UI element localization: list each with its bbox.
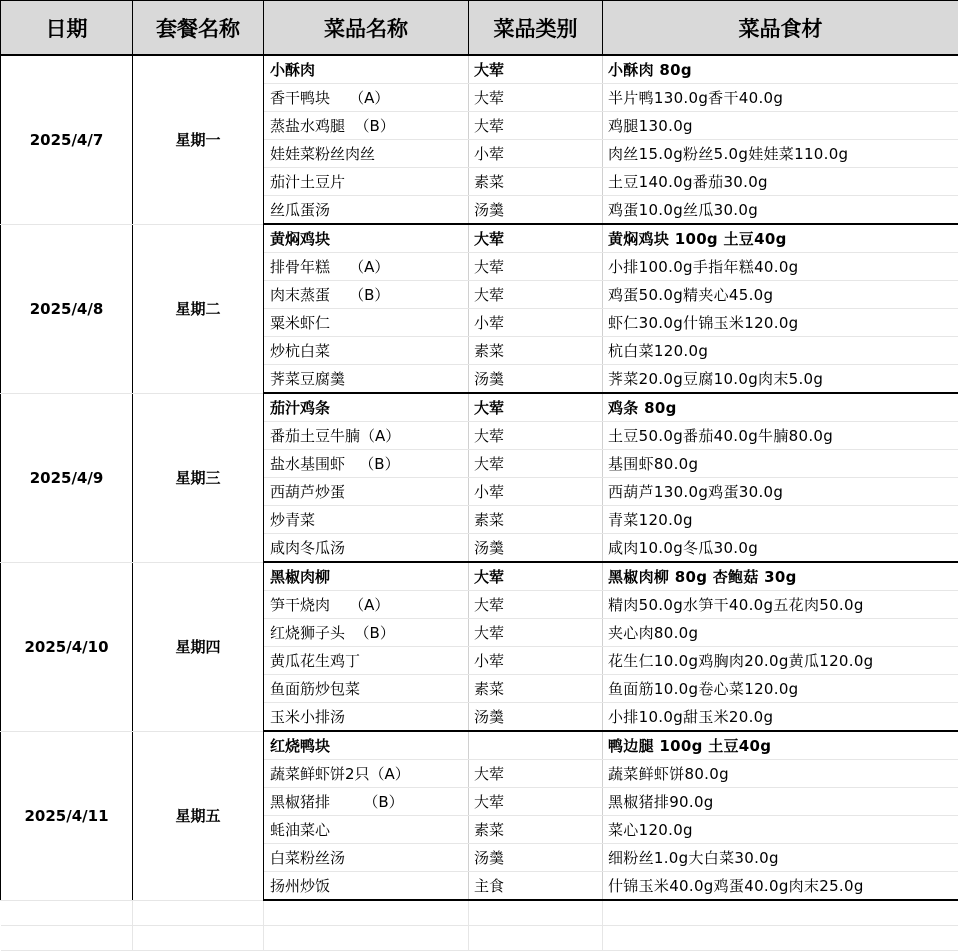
empty-cell[interactable] — [603, 926, 958, 951]
table-row — [1, 562, 958, 591]
dish-category-cell[interactable]: 大荤 — [469, 591, 603, 619]
dish-name-cell[interactable]: 红烧鸭块 — [264, 731, 469, 760]
dish-category-cell[interactable]: 大荤 — [469, 422, 603, 450]
dish-ingredients-cell[interactable]: 基围虾80.0g — [603, 450, 958, 478]
dish-ingredients-cell[interactable]: 黄焖鸡块 100g 土豆40g — [603, 224, 958, 253]
dish-name-cell[interactable]: 鱼面筋炒包菜 — [264, 675, 469, 703]
empty-cell[interactable] — [469, 926, 603, 951]
dish-category-cell[interactable]: 主食 — [469, 872, 603, 901]
dish-ingredients-cell[interactable]: 蔬菜鲜虾饼80.0g — [603, 760, 958, 788]
meal-name-cell[interactable]: 星期五 — [133, 731, 264, 900]
dish-ingredients-cell[interactable]: 青菜120.0g — [603, 506, 958, 534]
dish-name-cell[interactable]: 黄瓜花生鸡丁 — [264, 647, 469, 675]
header-dish-category[interactable]: 菜品类别 — [469, 1, 603, 56]
dish-name-cell[interactable]: 笋干烧肉 （A） — [264, 591, 469, 619]
meal-name-cell[interactable]: 星期一 — [133, 55, 264, 224]
dish-name-cell[interactable]: 茄汁鸡条 — [264, 393, 469, 422]
dish-category-cell[interactable]: 素菜 — [469, 337, 603, 365]
header-dish-name[interactable]: 菜品名称 — [264, 1, 469, 56]
dish-ingredients-cell[interactable]: 鸡腿130.0g — [603, 112, 958, 140]
empty-cell[interactable] — [603, 900, 958, 926]
dish-category-cell[interactable]: 大荤 — [469, 760, 603, 788]
empty-cell[interactable] — [264, 926, 469, 951]
dish-name-cell[interactable]: 娃娃菜粉丝肉丝 — [264, 140, 469, 168]
dish-ingredients-cell[interactable]: 虾仁30.0g什锦玉米120.0g — [603, 309, 958, 337]
dish-name-cell[interactable]: 炒青菜 — [264, 506, 469, 534]
dish-category-cell[interactable]: 汤羹 — [469, 365, 603, 394]
dish-name-cell[interactable]: 番茄土豆牛腩（A） — [264, 422, 469, 450]
dish-category-cell[interactable]: 汤羹 — [469, 844, 603, 872]
dish-category-cell[interactable]: 素菜 — [469, 168, 603, 196]
empty-cell[interactable] — [133, 926, 264, 951]
dish-name-cell[interactable]: 扬州炒饭 — [264, 872, 469, 901]
dish-category-cell[interactable]: 素菜 — [469, 816, 603, 844]
dish-ingredients-cell[interactable]: 细粉丝1.0g大白菜30.0g — [603, 844, 958, 872]
dish-category-cell[interactable]: 大荤 — [469, 253, 603, 281]
dish-category-cell[interactable]: 大荤 — [469, 281, 603, 309]
empty-cell[interactable] — [469, 900, 603, 926]
empty-cell[interactable] — [133, 900, 264, 926]
dish-name-cell[interactable]: 炒杭白菜 — [264, 337, 469, 365]
dish-category-cell[interactable]: 大荤 — [469, 55, 603, 84]
dish-category-cell[interactable]: 小荤 — [469, 140, 603, 168]
dish-category-cell[interactable]: 大荤 — [469, 562, 603, 591]
date-cell[interactable]: 2025/4/9 — [1, 393, 133, 562]
dish-ingredients-cell[interactable]: 黑椒猪排90.0g — [603, 788, 958, 816]
dish-ingredients-cell[interactable]: 半片鸭130.0g香干40.0g — [603, 84, 958, 112]
dish-ingredients-cell[interactable]: 精肉50.0g水笋干40.0g五花肉50.0g — [603, 591, 958, 619]
date-cell[interactable]: 2025/4/7 — [1, 55, 133, 224]
dish-ingredients-cell[interactable]: 咸肉10.0g冬瓜30.0g — [603, 534, 958, 563]
dish-name-cell[interactable]: 咸肉冬瓜汤 — [264, 534, 469, 563]
dish-name-cell[interactable]: 荠菜豆腐羹 — [264, 365, 469, 394]
meal-name-cell[interactable]: 星期四 — [133, 562, 264, 731]
empty-row — [1, 926, 958, 951]
dish-category-cell[interactable]: 大荤 — [469, 788, 603, 816]
dish-name-cell[interactable]: 蔬菜鲜虾饼2只（A） — [264, 760, 469, 788]
dish-name-cell[interactable]: 蚝油菜心 — [264, 816, 469, 844]
empty-cell[interactable] — [264, 900, 469, 926]
dish-category-cell[interactable]: 汤羹 — [469, 196, 603, 225]
meal-name-cell[interactable]: 星期三 — [133, 393, 264, 562]
dish-name-cell[interactable]: 白菜粉丝汤 — [264, 844, 469, 872]
dish-name-cell[interactable]: 排骨年糕 （A） — [264, 253, 469, 281]
dish-category-cell[interactable]: 小荤 — [469, 647, 603, 675]
dish-ingredients-cell[interactable]: 土豆140.0g番茄30.0g — [603, 168, 958, 196]
empty-row — [1, 900, 958, 926]
dish-name-cell[interactable]: 肉末蒸蛋 （B） — [264, 281, 469, 309]
dish-name-cell[interactable]: 黄焖鸡块 — [264, 224, 469, 253]
dish-ingredients-cell[interactable]: 什锦玉米40.0g鸡蛋40.0g肉末25.0g — [603, 872, 958, 901]
dish-category-cell[interactable]: 小荤 — [469, 478, 603, 506]
dish-category-cell[interactable]: 素菜 — [469, 675, 603, 703]
dish-ingredients-cell[interactable]: 菜心120.0g — [603, 816, 958, 844]
dish-name-cell[interactable]: 黑椒猪排 （B） — [264, 788, 469, 816]
dish-name-cell[interactable]: 蒸盐水鸡腿 （B） — [264, 112, 469, 140]
table-row — [1, 731, 958, 760]
dish-name-cell[interactable]: 盐水基围虾 （B） — [264, 450, 469, 478]
dish-name-cell[interactable]: 粟米虾仁 — [264, 309, 469, 337]
dish-name-cell[interactable]: 香干鸭块 （A） — [264, 84, 469, 112]
dish-ingredients-cell[interactable]: 西葫芦130.0g鸡蛋30.0g — [603, 478, 958, 506]
date-cell[interactable]: 2025/4/8 — [1, 224, 133, 393]
header-date[interactable]: 日期 — [1, 1, 133, 56]
dish-ingredients-cell[interactable]: 黑椒肉柳 80g 杏鲍菇 30g — [603, 562, 958, 591]
dish-ingredients-cell[interactable]: 小排100.0g手指年糕40.0g — [603, 253, 958, 281]
dish-name-cell[interactable]: 黑椒肉柳 — [264, 562, 469, 591]
meal-name-cell[interactable]: 星期二 — [133, 224, 264, 393]
dish-name-cell[interactable]: 丝瓜蛋汤 — [264, 196, 469, 225]
dish-category-cell[interactable]: 汤羹 — [469, 703, 603, 732]
dish-ingredients-cell[interactable]: 鱼面筋10.0g卷心菜120.0g — [603, 675, 958, 703]
header-row — [1, 1, 958, 56]
dish-ingredients-cell[interactable]: 荠菜20.0g豆腐10.0g肉末5.0g — [603, 365, 958, 394]
dish-name-cell[interactable]: 小酥肉 — [264, 55, 469, 84]
dish-ingredients-cell[interactable]: 土豆50.0g番茄40.0g牛腩80.0g — [603, 422, 958, 450]
dish-ingredients-cell[interactable]: 鸡条 80g — [603, 393, 958, 422]
dish-name-cell[interactable]: 玉米小排汤 — [264, 703, 469, 732]
date-cell[interactable]: 2025/4/10 — [1, 562, 133, 731]
dish-ingredients-cell[interactable]: 鸡蛋50.0g精夹心45.0g — [603, 281, 958, 309]
dish-category-cell[interactable] — [469, 731, 603, 760]
dish-name-cell[interactable]: 茄汁土豆片 — [264, 168, 469, 196]
dish-ingredients-cell[interactable]: 鸡蛋10.0g丝瓜30.0g — [603, 196, 958, 225]
date-cell[interactable]: 2025/4/11 — [1, 731, 133, 900]
dish-name-cell[interactable]: 西葫芦炒蛋 — [264, 478, 469, 506]
dish-category-cell[interactable]: 小荤 — [469, 309, 603, 337]
table-row — [1, 224, 958, 253]
table-row — [1, 55, 958, 84]
dish-ingredients-cell[interactable]: 鸭边腿 100g 土豆40g — [603, 731, 958, 760]
dish-ingredients-cell[interactable]: 夹心肉80.0g — [603, 619, 958, 647]
dish-category-cell[interactable]: 大荤 — [469, 619, 603, 647]
dish-ingredients-cell[interactable]: 小排10.0g甜玉米20.0g — [603, 703, 958, 732]
menu-body — [1, 55, 958, 951]
dish-category-cell[interactable]: 汤羹 — [469, 534, 603, 563]
dish-category-cell[interactable]: 大荤 — [469, 84, 603, 112]
dish-category-cell[interactable]: 素菜 — [469, 506, 603, 534]
dish-ingredients-cell[interactable]: 小酥肉 80g — [603, 55, 958, 84]
empty-cell[interactable] — [1, 926, 133, 951]
header-meal-name[interactable]: 套餐名称 — [133, 1, 264, 56]
dish-category-cell[interactable]: 大荤 — [469, 393, 603, 422]
dish-category-cell[interactable]: 大荤 — [469, 224, 603, 253]
dish-category-cell[interactable]: 大荤 — [469, 112, 603, 140]
dish-ingredients-cell[interactable]: 肉丝15.0g粉丝5.0g娃娃菜110.0g — [603, 140, 958, 168]
empty-cell[interactable] — [1, 900, 133, 926]
dish-ingredients-cell[interactable]: 花生仁10.0g鸡胸肉20.0g黄瓜120.0g — [603, 647, 958, 675]
dish-ingredients-cell[interactable]: 杭白菜120.0g — [603, 337, 958, 365]
table-row — [1, 393, 958, 422]
dish-name-cell[interactable]: 红烧狮子头 （B） — [264, 619, 469, 647]
dish-category-cell[interactable]: 大荤 — [469, 450, 603, 478]
header-dish-ingredients[interactable]: 菜品食材 — [603, 1, 958, 56]
